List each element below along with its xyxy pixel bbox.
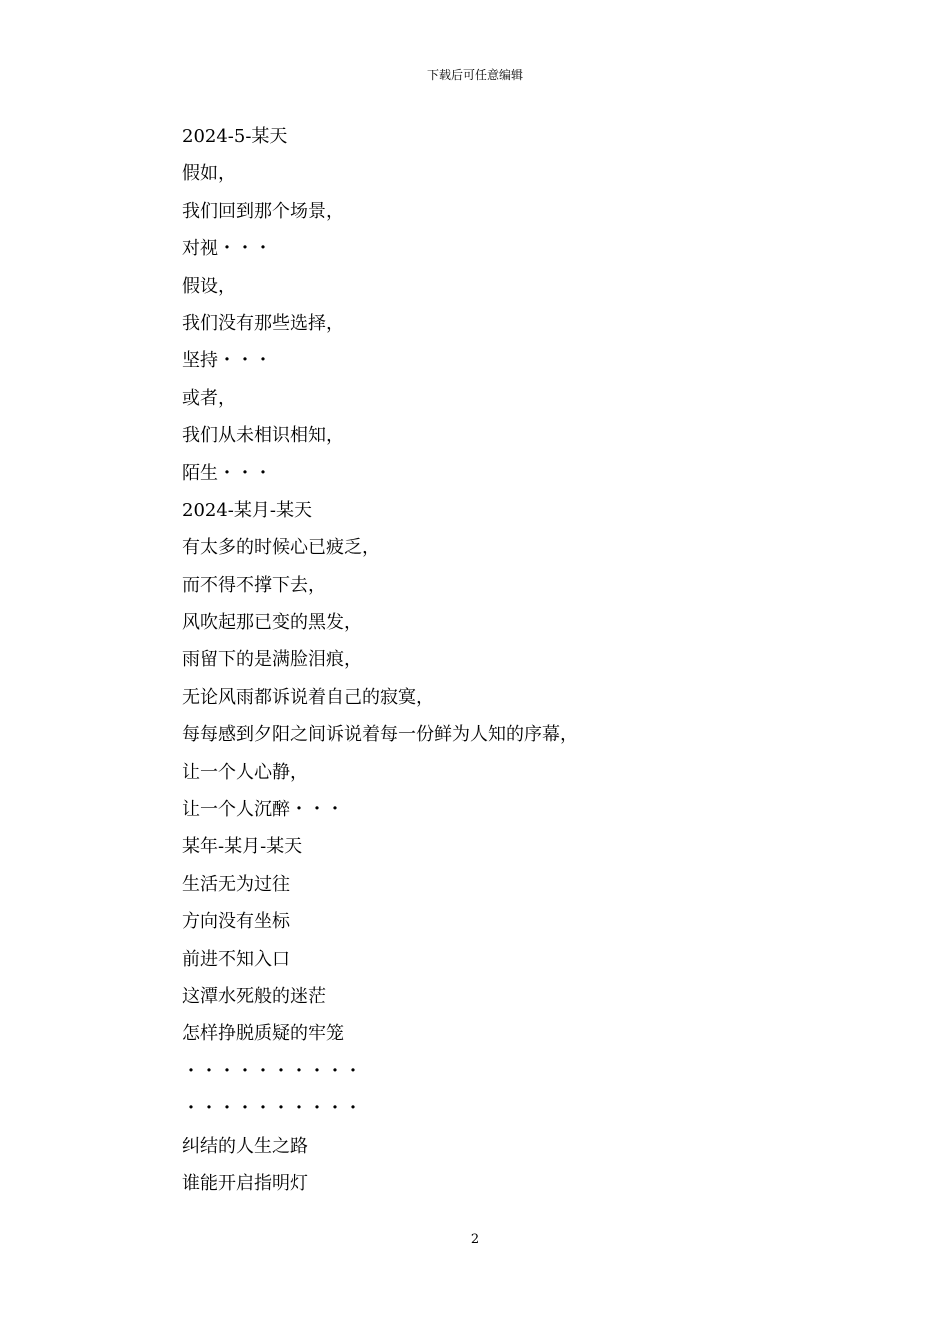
text-line: 方向没有坐标 xyxy=(182,911,290,933)
text-line: 生活无为过往 xyxy=(182,873,290,895)
page-header: 下载后可任意编辑 xyxy=(426,68,523,82)
text-line: 我们没有那些选择， xyxy=(182,312,344,334)
text-line: 让一个人沉醉・・・ xyxy=(182,799,344,821)
text-line: 或者， xyxy=(182,387,236,409)
text-line: 对视・・・ xyxy=(182,238,272,260)
text-line: 2024-5-某天 xyxy=(182,126,288,147)
text-line: 怎样挣脱质疑的牢笼 xyxy=(182,1023,344,1045)
text-line: 前进不知入口 xyxy=(182,948,290,970)
document-body xyxy=(182,118,822,1202)
text-line: 有太多的时候心已疲乏， xyxy=(182,537,380,559)
text-line: 每每感到夕阳之间诉说着每一份鲜为人知的序幕， xyxy=(182,724,578,746)
text-line: 而不得不撑下去， xyxy=(182,574,326,596)
text-line: 风吹起那已变的黑发， xyxy=(182,612,362,634)
text-line: 我们从未相识相知， xyxy=(182,425,344,447)
text-line: ・・・・・・・・・・ xyxy=(182,1098,362,1120)
text-line: 坚持・・・ xyxy=(182,350,272,372)
text-line: 无论风雨都诉说着自己的寂寞， xyxy=(182,686,434,708)
text-line: 假设， xyxy=(182,275,236,297)
text-line: 我们回到那个场景， xyxy=(182,200,344,222)
text-line: 纠结的人生之路 xyxy=(182,1135,308,1157)
text-line: 陌生・・・ xyxy=(182,462,272,484)
text-line: 某年-某月-某天 xyxy=(182,836,303,858)
text-line: 这潭水死般的迷茫 xyxy=(182,985,326,1007)
text-line: 雨留下的是满脸泪痕， xyxy=(182,649,362,671)
text-line: 让一个人心静， xyxy=(182,761,308,783)
text-line: ・・・・・・・・・・ xyxy=(182,1060,362,1082)
text-line: 2024-某月-某天 xyxy=(182,499,312,521)
text-line: 谁能开启指明灯 xyxy=(182,1172,308,1194)
text-line: 假如， xyxy=(182,163,236,185)
page-number: 2 xyxy=(470,1232,480,1247)
